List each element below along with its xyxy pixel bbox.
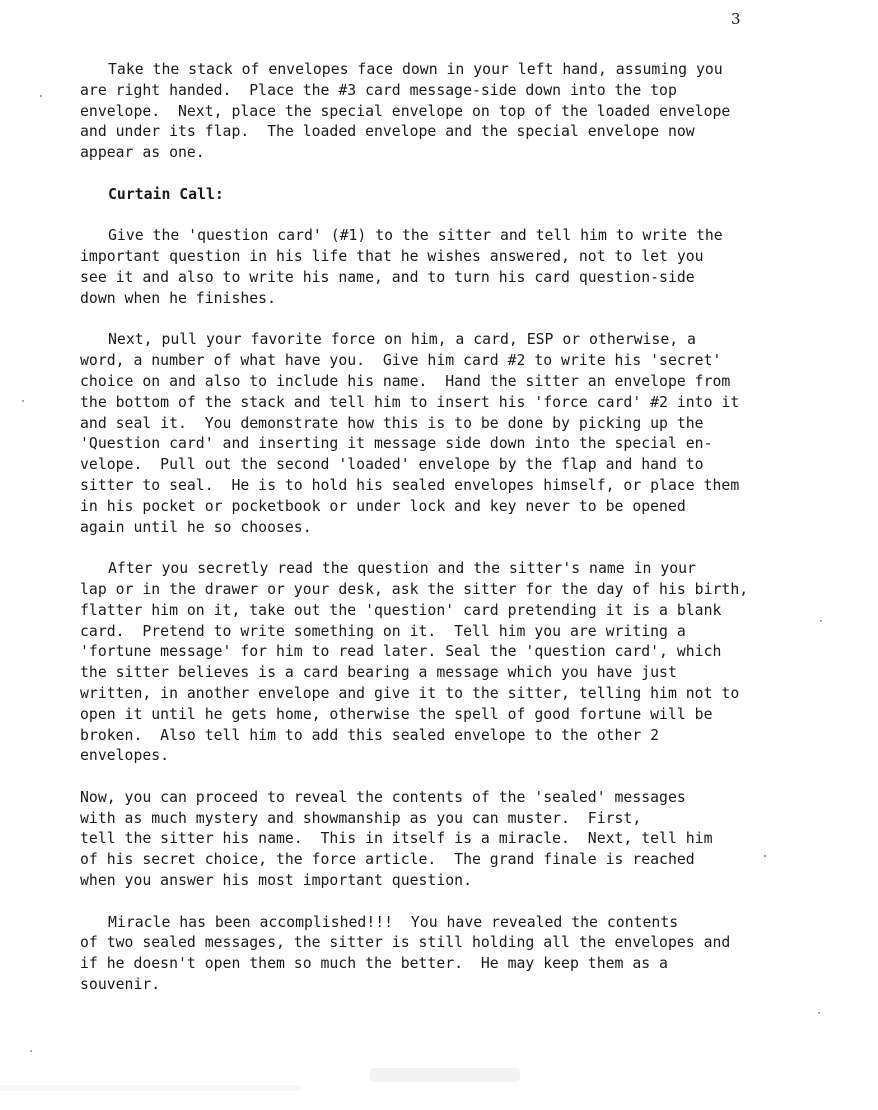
scan-speck <box>818 1012 820 1014</box>
text-line: word, a number of what have you. Give him card #2 to write his 'secret' <box>80 352 722 370</box>
document-body <box>80 60 770 1017</box>
text-line: sitter to seal. He is to hold his sealed envelopes himself, or place them <box>80 476 740 494</box>
text-line: Miracle has been accomplished!!! You have revealed the contents <box>108 913 679 931</box>
text-line: broken. Also tell him to add this sealed envelope to the other 2 <box>80 726 660 744</box>
text-line: lap or in the drawer or your desk, ask the sitter for the day of his birth, <box>80 580 749 598</box>
section-heading: Curtain Call: <box>108 185 224 203</box>
scan-speck <box>30 1050 32 1052</box>
paragraph-question-card <box>80 226 770 309</box>
text-line: appear as one. <box>80 144 205 162</box>
text-line: and under its flap. The loaded envelope and the special envelope now <box>80 123 695 141</box>
text-line: important question in his life that he wishes answered, not to let you <box>80 248 704 266</box>
page-number: 3 <box>731 10 741 28</box>
paragraph-loading-envelopes <box>80 60 770 164</box>
text-line: again until he so chooses. <box>80 518 312 536</box>
scan-smudge <box>370 1068 520 1082</box>
scan-smudge <box>0 1085 300 1091</box>
text-line: card. Pretend to write something on it. Tell him you are writing a <box>80 622 686 640</box>
text-line: down when he finishes. <box>80 289 276 307</box>
text-line: the bottom of the stack and tell him to insert his 'force card' #2 into it <box>80 393 740 411</box>
text-line: with as much mystery and showmanship as you can muster. First, <box>80 809 642 827</box>
text-line: After you secretly read the question and the sitter's name in your <box>108 560 696 578</box>
text-line: of two sealed messages, the sitter is still holding all the envelopes and <box>80 934 731 952</box>
text-line: Give the 'question card' (#1) to the sitter and tell him to write the <box>108 227 723 245</box>
text-line: written, in another envelope and give it to the sitter, telling him not to <box>80 684 740 702</box>
text-line: tell the sitter his name. This in itself is a miracle. Next, tell him <box>80 830 713 848</box>
text-line: souvenir. <box>80 976 161 994</box>
text-line: Next, pull your favorite force on him, a card, ESP or otherwise, a <box>108 331 696 349</box>
text-line: 'fortune message' for him to read later. Seal the 'question card', which <box>80 643 722 661</box>
text-line: Now, you can proceed to reveal the contents of the 'sealed' messages <box>80 788 686 806</box>
paragraph-secret-read <box>80 559 770 767</box>
text-line: when you answer his most important question. <box>80 872 472 890</box>
text-line: of his secret choice, the force article. The grand finale is reached <box>80 851 695 869</box>
text-line: envelope. Next, place the special envelope on top of the loaded envelope <box>80 102 731 120</box>
text-line: velope. Pull out the second 'loaded' envelope by the flap and hand to <box>80 456 704 474</box>
scan-speck <box>22 400 24 402</box>
text-line: 'Question card' and inserting it message side down into the special en- <box>80 435 713 453</box>
text-line: see it and also to write his name, and to turn his card question-side <box>80 268 695 286</box>
text-line: are right handed. Place the #3 card message-side down into the top <box>80 81 677 99</box>
text-line: choice on and also to include his name. Hand the sitter an envelope from <box>80 372 731 390</box>
text-line: open it until he gets home, otherwise the spell of good fortune will be <box>80 705 713 723</box>
text-line: envelopes. <box>80 747 170 765</box>
text-line: Take the stack of envelopes face down in your left hand, assuming you <box>108 61 723 78</box>
paragraph-reveal <box>80 788 770 892</box>
text-line: if he doesn't open them so much the better. He may keep them as a <box>80 955 668 973</box>
paragraph-force <box>80 330 770 538</box>
text-line: and seal it. You demonstrate how this is to be done by picking up the <box>80 414 704 432</box>
scan-speck <box>820 620 822 622</box>
scan-speck <box>40 95 42 97</box>
text-line: in his pocket or pocketbook or under lock and key never to be opened <box>80 497 686 515</box>
scan-speck <box>764 855 766 857</box>
text-line: flatter him on it, take out the 'question' card pretending it is a blank <box>80 601 722 619</box>
paragraph-miracle <box>80 913 770 996</box>
text-line: the sitter believes is a card bearing a message which you have just <box>80 664 677 682</box>
